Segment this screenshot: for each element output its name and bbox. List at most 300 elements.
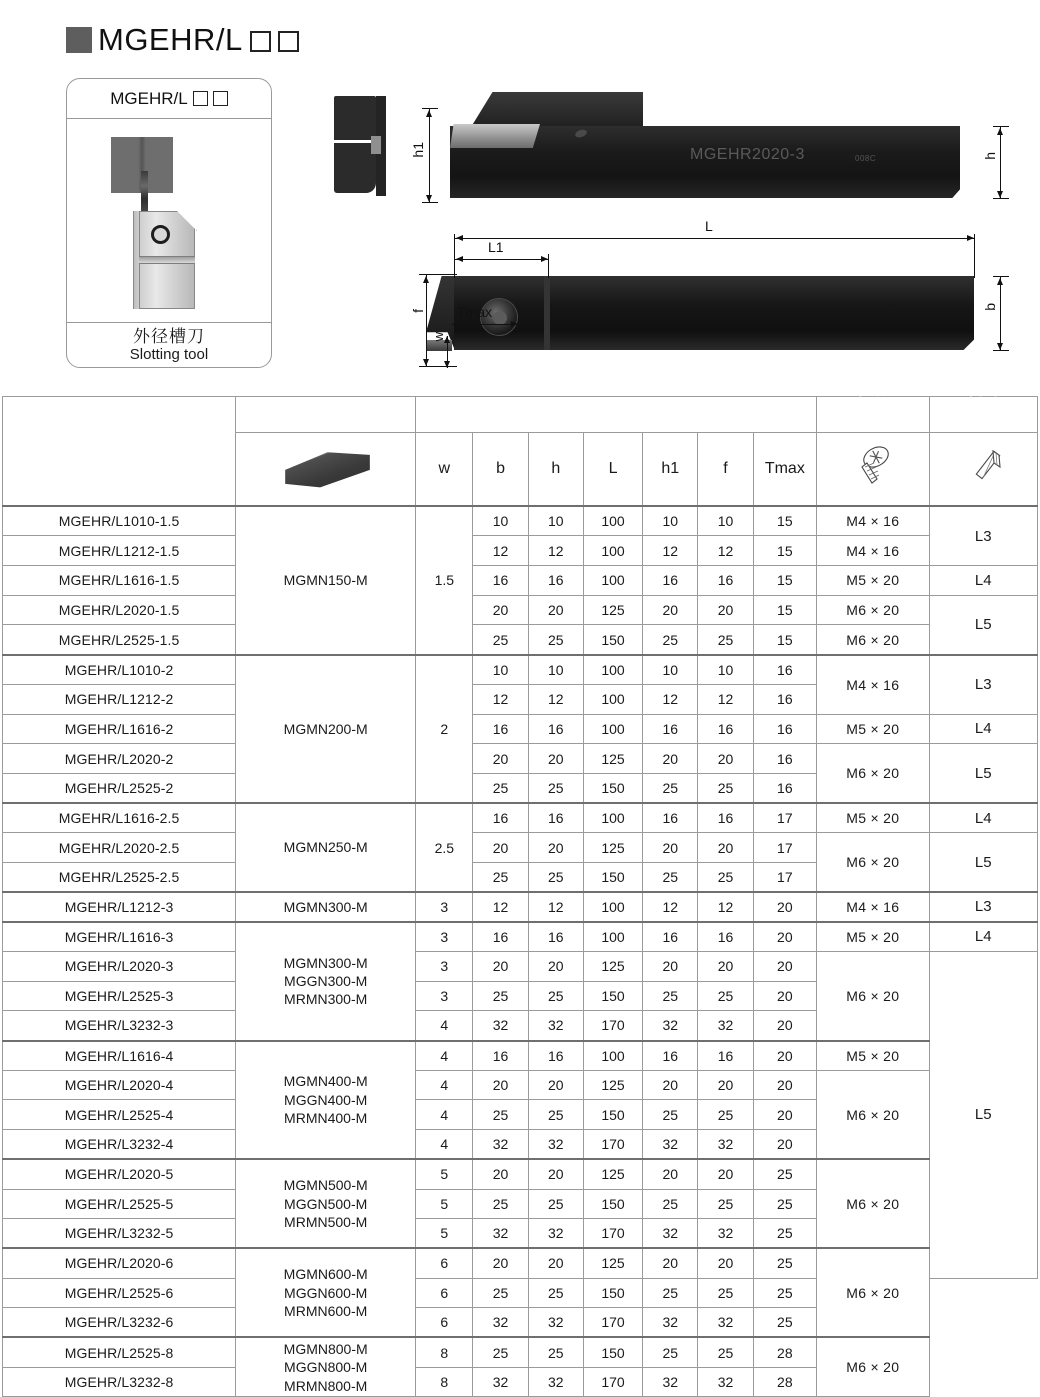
cell-w: 4 [416, 1011, 473, 1041]
cell-h: 25 [528, 625, 583, 655]
blade-line-1: MGMN800-M [283, 1340, 368, 1357]
header-wrench [929, 397, 1037, 433]
cell-wrench: L5 [929, 744, 1037, 803]
cell-f: 32 [698, 1011, 753, 1041]
cell-wrench: L3 [929, 506, 1037, 565]
cell-h1: 25 [643, 862, 698, 892]
cell-Tmax: 20 [753, 1100, 816, 1130]
cell-h1: 25 [643, 625, 698, 655]
header-col-f: f [698, 432, 753, 506]
cell-screw: M6 × 20 [817, 595, 930, 625]
cell-screw: M4 × 16 [817, 506, 930, 536]
cell-h1: 16 [643, 803, 698, 833]
cell-type: MGEHR/L2525-2 [3, 773, 236, 803]
cell-w: 5 [416, 1219, 473, 1249]
cell-Tmax: 25 [753, 1308, 816, 1338]
page-title-text: MGEHR/L [96, 24, 299, 55]
dim-Tmax-arrow-left [452, 321, 459, 327]
plan-view-shank [454, 276, 974, 350]
cell-b: 20 [473, 952, 528, 982]
cell-screw: M6 × 20 [817, 1248, 930, 1337]
cell-type: MGEHR/L3232-5 [3, 1219, 236, 1249]
cell-b: 25 [473, 625, 528, 655]
technical-drawings [300, 78, 1030, 378]
cell-type: MGEHR/L1616-4 [3, 1041, 236, 1071]
cell-w: 4 [416, 1100, 473, 1130]
cell-b: 16 [473, 714, 528, 744]
cell-screw: M5 × 20 [817, 566, 930, 596]
plan-view-seam [544, 276, 550, 350]
cell-b: 16 [473, 1041, 528, 1071]
cell-h1: 20 [643, 1159, 698, 1189]
cell-blade: MGMN200-M [236, 655, 416, 803]
dim-f-tick-top [419, 274, 457, 275]
cell-f: 10 [698, 655, 753, 685]
cell-w: 3 [416, 892, 473, 922]
cell-L: 170 [583, 1011, 642, 1041]
cell-screw: M5 × 20 [817, 803, 930, 833]
cell-Tmax: 16 [753, 744, 816, 774]
cell-L: 150 [583, 1278, 642, 1308]
cell-type: MGEHR/L2020-5 [3, 1159, 236, 1189]
cell-L: 150 [583, 773, 642, 803]
blade-line-1: MGMN500-M [283, 1177, 368, 1194]
cell-h: 20 [528, 952, 583, 982]
header-type [3, 397, 236, 507]
blade-line-3: MRMN600-M [284, 1303, 368, 1320]
dim-f-line [426, 274, 427, 366]
header-col-L: L [583, 432, 642, 506]
table-row [3, 803, 1038, 833]
cell-Tmax: 15 [753, 566, 816, 596]
cell-f: 16 [698, 714, 753, 744]
cell-f: 25 [698, 1189, 753, 1219]
dim-label-h: h [982, 152, 998, 160]
cell-screw: M6 × 20 [817, 833, 930, 892]
dim-h-line [1000, 126, 1001, 198]
cell-w: 4 [416, 1070, 473, 1100]
cell-h: 10 [528, 506, 583, 536]
dim-h1-line [429, 108, 430, 202]
cell-h1: 20 [643, 744, 698, 774]
cell-h1: 10 [643, 506, 698, 536]
cell-h1: 16 [643, 714, 698, 744]
cell-f: 20 [698, 952, 753, 982]
cell-Tmax: 28 [753, 1367, 816, 1397]
cell-w: 8 [416, 1337, 473, 1367]
dim-h-arrow-bot [997, 191, 1003, 198]
cell-h: 25 [528, 773, 583, 803]
cell-h1: 25 [643, 773, 698, 803]
dim-h-arrow-top [997, 128, 1003, 135]
cell-type: MGEHR/L1212-1.5 [3, 536, 236, 566]
header-blade-en: Blade [322, 407, 361, 425]
table-row [3, 625, 1038, 655]
product-card [66, 78, 272, 368]
cell-L: 150 [583, 1100, 642, 1130]
cell-f: 16 [698, 803, 753, 833]
cell-h1: 20 [643, 1070, 698, 1100]
cell-wrench: L4 [929, 714, 1037, 744]
cell-b: 32 [473, 1219, 528, 1249]
dim-b-tick-bot [993, 350, 1009, 351]
cell-Tmax: 17 [753, 862, 816, 892]
specification-table [2, 396, 1038, 1397]
cell-b: 12 [473, 684, 528, 714]
dim-L-line [454, 238, 974, 239]
cell-screw: M4 × 16 [817, 892, 930, 922]
cell-blade [236, 1159, 416, 1248]
blade-line-1: MGMN400-M [283, 1073, 368, 1090]
cell-w: 5 [416, 1159, 473, 1189]
dim-label-L1: L1 [488, 239, 504, 255]
cell-h: 25 [528, 1337, 583, 1367]
cell-f: 16 [698, 566, 753, 596]
cell-Tmax: 28 [753, 1337, 816, 1367]
cell-L: 170 [583, 1367, 642, 1397]
cell-h1: 12 [643, 892, 698, 922]
blade-line-3: MRMN500-M [284, 1214, 368, 1231]
blade-insert-photo-cell [236, 432, 416, 506]
table-row [3, 536, 1038, 566]
cell-f: 20 [698, 1159, 753, 1189]
card-placeholder-box-2 [213, 91, 228, 106]
cell-Tmax: 20 [753, 1041, 816, 1071]
cell-type: MGEHR/L2525-6 [3, 1278, 236, 1308]
cell-type: MGEHR/L2525-5 [3, 1189, 236, 1219]
hex-key-icon [959, 441, 1007, 497]
dim-h1-arrow-bot [426, 195, 432, 202]
header-blade [236, 397, 416, 433]
cell-Tmax: 25 [753, 1219, 816, 1249]
cell-h: 20 [528, 595, 583, 625]
cell-f: 10 [698, 506, 753, 536]
cell-h: 25 [528, 1100, 583, 1130]
cell-blade [236, 1248, 416, 1337]
cell-Tmax: 20 [753, 1130, 816, 1160]
dim-L1-line [454, 259, 548, 260]
dim-L1-arrow-right [541, 256, 548, 262]
cell-L: 150 [583, 1189, 642, 1219]
cell-h1: 32 [643, 1011, 698, 1041]
table-row [3, 714, 1038, 744]
cell-h: 16 [528, 566, 583, 596]
cell-Tmax: 17 [753, 833, 816, 863]
screw-icon-cell [817, 432, 930, 506]
table-row [3, 1041, 1038, 1071]
dim-f-tick-bot [419, 366, 457, 367]
table-row [3, 655, 1038, 685]
cell-Tmax: 20 [753, 981, 816, 1011]
cell-Tmax: 15 [753, 536, 816, 566]
cell-h: 16 [528, 714, 583, 744]
cell-h1: 20 [643, 952, 698, 982]
cell-L: 125 [583, 595, 642, 625]
cell-f: 20 [698, 833, 753, 863]
blade-line-1: MGMN600-M [283, 1266, 368, 1283]
dim-b-arrow-bot [997, 343, 1003, 350]
cell-type: MGEHR/L1010-2 [3, 655, 236, 685]
cell-h1: 32 [643, 1308, 698, 1338]
header-col-Tmax: Tmax [753, 432, 816, 506]
cell-w: 1.5 [416, 506, 473, 654]
cell-w: 2 [416, 655, 473, 803]
cell-b: 20 [473, 1070, 528, 1100]
cell-type: MGEHR/L1616-2.5 [3, 803, 236, 833]
cell-b: 25 [473, 1189, 528, 1219]
cell-Tmax: 20 [753, 922, 816, 952]
table-row [3, 595, 1038, 625]
cell-h: 16 [528, 803, 583, 833]
cell-w: 6 [416, 1248, 473, 1278]
cell-type: MGEHR/L1616-3 [3, 922, 236, 952]
cell-w: 5 [416, 1189, 473, 1219]
side-view-insert [450, 124, 540, 148]
title-bullet-square [66, 27, 92, 53]
cell-b: 16 [473, 922, 528, 952]
cell-Tmax: 16 [753, 773, 816, 803]
dim-f-arrow-bot [423, 359, 429, 366]
cell-f: 12 [698, 536, 753, 566]
cell-type: MGEHR/L2525-8 [3, 1337, 236, 1367]
cell-b: 25 [473, 981, 528, 1011]
plan-view-drawing [426, 254, 1026, 364]
cell-b: 25 [473, 1100, 528, 1130]
dim-f-arrow-top [423, 276, 429, 283]
cell-type: MGEHR/L3232-8 [3, 1367, 236, 1397]
cell-w: 6 [416, 1308, 473, 1338]
cell-Tmax: 16 [753, 714, 816, 744]
cell-L: 100 [583, 714, 642, 744]
cell-screw: M6 × 20 [817, 1159, 930, 1248]
cell-type: MGEHR/L2525-4 [3, 1100, 236, 1130]
end-view-drawing [328, 96, 390, 196]
dim-w-arrow-bot [444, 361, 450, 368]
cell-screw: M4 × 16 [817, 536, 930, 566]
cell-screw: M6 × 20 [817, 952, 930, 1041]
cell-L: 150 [583, 625, 642, 655]
cell-L: 170 [583, 1130, 642, 1160]
cell-Tmax: 16 [753, 684, 816, 714]
table-row [3, 952, 1038, 982]
cell-f: 20 [698, 595, 753, 625]
cell-screw: M6 × 20 [817, 1070, 930, 1159]
cell-L: 170 [583, 1308, 642, 1338]
cell-h1: 12 [643, 536, 698, 566]
cell-b: 12 [473, 892, 528, 922]
cell-f: 25 [698, 981, 753, 1011]
cell-L: 100 [583, 803, 642, 833]
dim-h1-tick-top [422, 108, 438, 109]
cell-h1: 25 [643, 1100, 698, 1130]
header-spec-en: Specification [591, 407, 677, 425]
cell-h1: 20 [643, 833, 698, 863]
dim-b-line [1000, 276, 1001, 350]
cell-type: MGEHR/L1212-2 [3, 684, 236, 714]
blade-line-2: MGGN400-M [284, 1091, 368, 1108]
cell-screw: M5 × 20 [817, 1041, 930, 1071]
end-view-upper-block [334, 96, 376, 140]
dim-L-arrow-left [456, 235, 463, 241]
table-row [3, 833, 1038, 863]
header-wrench-cn: 扳手 [967, 397, 1000, 414]
dim-label-b: b [982, 303, 998, 311]
cell-f: 25 [698, 773, 753, 803]
cell-h1: 10 [643, 655, 698, 685]
blade-line-2: MGGN500-M [284, 1195, 368, 1212]
cell-L: 150 [583, 981, 642, 1011]
cell-b: 10 [473, 506, 528, 536]
dim-label-f: f [410, 309, 426, 313]
cell-h1: 32 [643, 1130, 698, 1160]
cell-type: MGEHR/L2020-1.5 [3, 595, 236, 625]
cell-Tmax: 15 [753, 506, 816, 536]
cell-L: 100 [583, 922, 642, 952]
dim-L-arrow-right [967, 235, 974, 241]
cell-f: 25 [698, 1100, 753, 1130]
cell-screw: M4 × 16 [817, 655, 930, 714]
cell-b: 12 [473, 536, 528, 566]
caption-english: Slotting tool [129, 345, 209, 363]
cell-b: 20 [473, 744, 528, 774]
header-screw [817, 397, 930, 433]
header-col-h1: h1 [643, 432, 698, 506]
cell-screw: M5 × 20 [817, 714, 930, 744]
cell-Tmax: 25 [753, 1189, 816, 1219]
cell-blade: MGMN250-M [236, 803, 416, 892]
cell-wrench: L4 [929, 566, 1037, 596]
cell-screw: M6 × 20 [817, 1337, 930, 1396]
cell-blade: MGMN150-M [236, 506, 416, 654]
cell-Tmax: 20 [753, 1070, 816, 1100]
side-view-drawing [450, 88, 1010, 203]
cell-h: 32 [528, 1011, 583, 1041]
holder-screw-graphic [151, 225, 170, 244]
cell-type: MGEHR/L1010-1.5 [3, 506, 236, 536]
table-row [3, 892, 1038, 922]
cell-screw: M6 × 20 [817, 744, 930, 803]
table-row [3, 922, 1038, 952]
cell-h1: 25 [643, 981, 698, 1011]
cell-f: 32 [698, 1308, 753, 1338]
cell-b: 16 [473, 803, 528, 833]
cell-type: MGEHR/L2020-3 [3, 952, 236, 982]
product-illustration [67, 119, 271, 322]
cell-wrench: L4 [929, 803, 1037, 833]
dim-L-tick-left [454, 234, 455, 278]
dim-h-tick-bot [993, 198, 1009, 199]
cell-blade [236, 1337, 416, 1396]
cell-wrench: L4 [929, 922, 1037, 952]
table-row [3, 506, 1038, 536]
cell-type: MGEHR/L1616-2 [3, 714, 236, 744]
cell-h: 10 [528, 655, 583, 685]
cell-blade [236, 1041, 416, 1160]
header-spec-cn: 规格 [555, 407, 588, 425]
cell-L: 100 [583, 536, 642, 566]
cell-h: 20 [528, 833, 583, 863]
cell-h1: 16 [643, 1041, 698, 1071]
table-row [3, 566, 1038, 596]
cell-f: 25 [698, 862, 753, 892]
dim-label-Tmax: Tmax [457, 304, 492, 320]
blade-line-2: MGGN300-M [284, 972, 368, 989]
cell-type: MGEHR/L2020-6 [3, 1248, 236, 1278]
cell-b: 20 [473, 595, 528, 625]
cell-f: 12 [698, 892, 753, 922]
header-screw-cn: 螺丝 [856, 397, 889, 414]
caption-chinese: 外径槽刀 [133, 327, 205, 347]
table-header-row-1 [3, 397, 1038, 433]
cell-h1: 32 [643, 1219, 698, 1249]
dim-L1-arrow-left [456, 256, 463, 262]
cell-h: 25 [528, 862, 583, 892]
cell-w: 6 [416, 1278, 473, 1308]
dim-L1-tick-right [548, 254, 549, 278]
cell-type: MGEHR/L1212-3 [3, 892, 236, 922]
header-col-h: h [528, 432, 583, 506]
placeholder-box-1 [250, 31, 271, 52]
cell-wrench: L5 [929, 833, 1037, 892]
cell-b: 25 [473, 1278, 528, 1308]
cell-w: 2.5 [416, 803, 473, 892]
cell-h: 20 [528, 744, 583, 774]
cell-blade: MGMN300-M [236, 892, 416, 922]
cell-h1: 25 [643, 1278, 698, 1308]
cell-h: 32 [528, 1130, 583, 1160]
wrench-icon-cell [929, 432, 1037, 506]
cell-Tmax: 17 [753, 803, 816, 833]
cell-type: MGEHR/L1616-1.5 [3, 566, 236, 596]
product-card-caption [67, 322, 271, 368]
cell-f: 25 [698, 1337, 753, 1367]
cell-type: MGEHR/L2525-1.5 [3, 625, 236, 655]
cell-w: 3 [416, 922, 473, 952]
cell-Tmax: 16 [753, 655, 816, 685]
cell-h1: 16 [643, 566, 698, 596]
cell-b: 16 [473, 566, 528, 596]
cell-b: 20 [473, 1248, 528, 1278]
cell-h: 12 [528, 536, 583, 566]
dim-Tmax-line [452, 324, 518, 325]
cell-L: 125 [583, 1159, 642, 1189]
cell-Tmax: 20 [753, 952, 816, 982]
cell-f: 32 [698, 1219, 753, 1249]
torx-screw-icon [853, 441, 893, 497]
blade-line-1: MGMN300-M [283, 954, 368, 971]
side-view-marking-small: 008C [855, 154, 877, 163]
blade-line-2: MGGN600-M [284, 1284, 368, 1301]
cell-b: 20 [473, 1159, 528, 1189]
cell-b: 32 [473, 1130, 528, 1160]
cell-h: 25 [528, 1189, 583, 1219]
dim-label-h1: h1 [410, 142, 426, 158]
cell-f: 12 [698, 684, 753, 714]
cell-h1: 25 [643, 1189, 698, 1219]
cell-f: 20 [698, 744, 753, 774]
header-type-cn: 型号 [103, 433, 136, 451]
cell-L: 125 [583, 1070, 642, 1100]
cell-h: 12 [528, 892, 583, 922]
cell-h1: 16 [643, 922, 698, 952]
cell-L: 100 [583, 506, 642, 536]
cell-h: 25 [528, 981, 583, 1011]
cell-wrench: L3 [929, 892, 1037, 922]
cell-L: 100 [583, 566, 642, 596]
cell-w: 4 [416, 1041, 473, 1071]
cell-screw: M6 × 20 [817, 625, 930, 655]
holder-body-graphic [139, 211, 195, 309]
